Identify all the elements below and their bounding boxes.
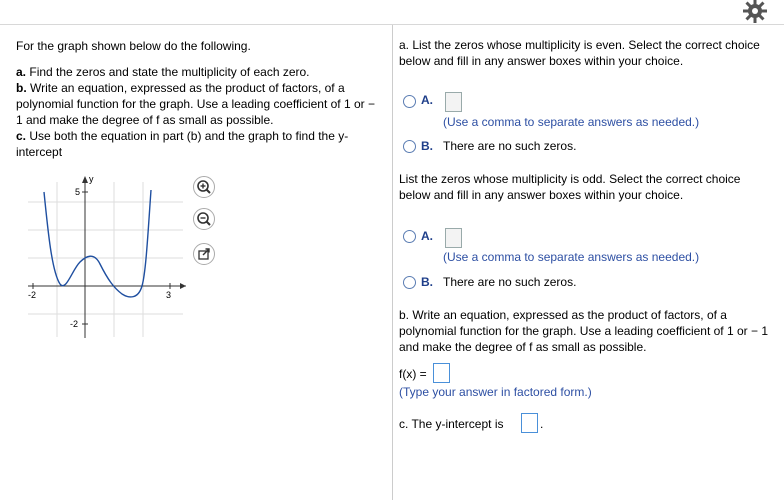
question-text [16,38,381,160]
y-tick-label-neg2: -2 [70,319,79,329]
part-a-even-prompt: a. List the zeros whose multiplicity is even. Select the correct choice below and fill in any answer boxes within your choice. [399,38,760,68]
part-b-prompt: b. Write an equation, expressed as the product of factors, of a polynomial function for the graph. Use a leading coefficient of 1 or − 1 and make the degree of f as small as possible. [399,308,769,354]
polynomial-graph [28,172,188,342]
y-axis-label: y [89,174,94,184]
even-zeros-hint: (Use a comma to separate answers as needed.) [443,115,700,129]
part-a-instruction: a. Find the zeros and state the multiplicity of each zero. [16,65,310,79]
odd-option-b-text: There are no such zeros. [443,275,577,289]
y-tick-label-5: 5 [75,187,81,197]
polynomial-curve [44,190,151,297]
part-b-instruction: b. Write an equation, expressed as the product of factors, of a polynomial function for the graph. Use a leading coefficient of 1 or − 1 and make the degree of f as small as possible. [16,81,375,127]
zoom-in-icon[interactable] [193,176,215,198]
odd-option-b-radio[interactable] [403,276,416,289]
fx-equation-input[interactable] [433,363,450,383]
part-c-instruction: c. Use both the equation in part (b) and the graph to find the y-intercept [16,129,349,159]
odd-option-a-label: A. [421,229,433,243]
even-option-a-radio[interactable] [403,95,416,108]
panel-divider [392,25,393,500]
y-intercept-input[interactable] [521,413,538,433]
even-option-b-label: B. [421,139,433,153]
even-option-b-radio[interactable] [403,140,416,153]
odd-zeros-input[interactable] [445,228,462,248]
gear-icon[interactable] [742,0,768,24]
odd-option-a-radio[interactable] [403,230,416,243]
even-option-a-label: A. [421,93,433,107]
fx-hint: (Type your answer in factored form.) [399,385,592,399]
odd-zeros-prompt: List the zeros whose multiplicity is odd. Select the correct choice below and fill in any answer boxes within your choice. [399,172,741,202]
open-in-new-window-icon[interactable] [193,243,215,265]
x-tick-label-neg2: -2 [28,290,37,300]
even-zeros-input[interactable] [445,92,462,112]
x-axis-arrow [180,283,186,289]
even-option-b-text: There are no such zeros. [443,139,577,153]
top-toolbar [0,0,784,25]
odd-option-b-label: B. [421,275,433,289]
intro-text: For the graph shown below do the following. [16,39,251,53]
zoom-out-icon[interactable] [193,208,215,230]
part-c-prompt: c. The y-intercept is [399,417,504,431]
x-tick-label-3: 3 [166,290,172,300]
grid-lines [28,182,183,337]
odd-zeros-hint: (Use a comma to separate answers as needed.) [443,250,700,264]
part-c-period: . [540,417,544,431]
fx-label: f(x) = [399,367,427,381]
y-axis-arrow [82,176,88,183]
